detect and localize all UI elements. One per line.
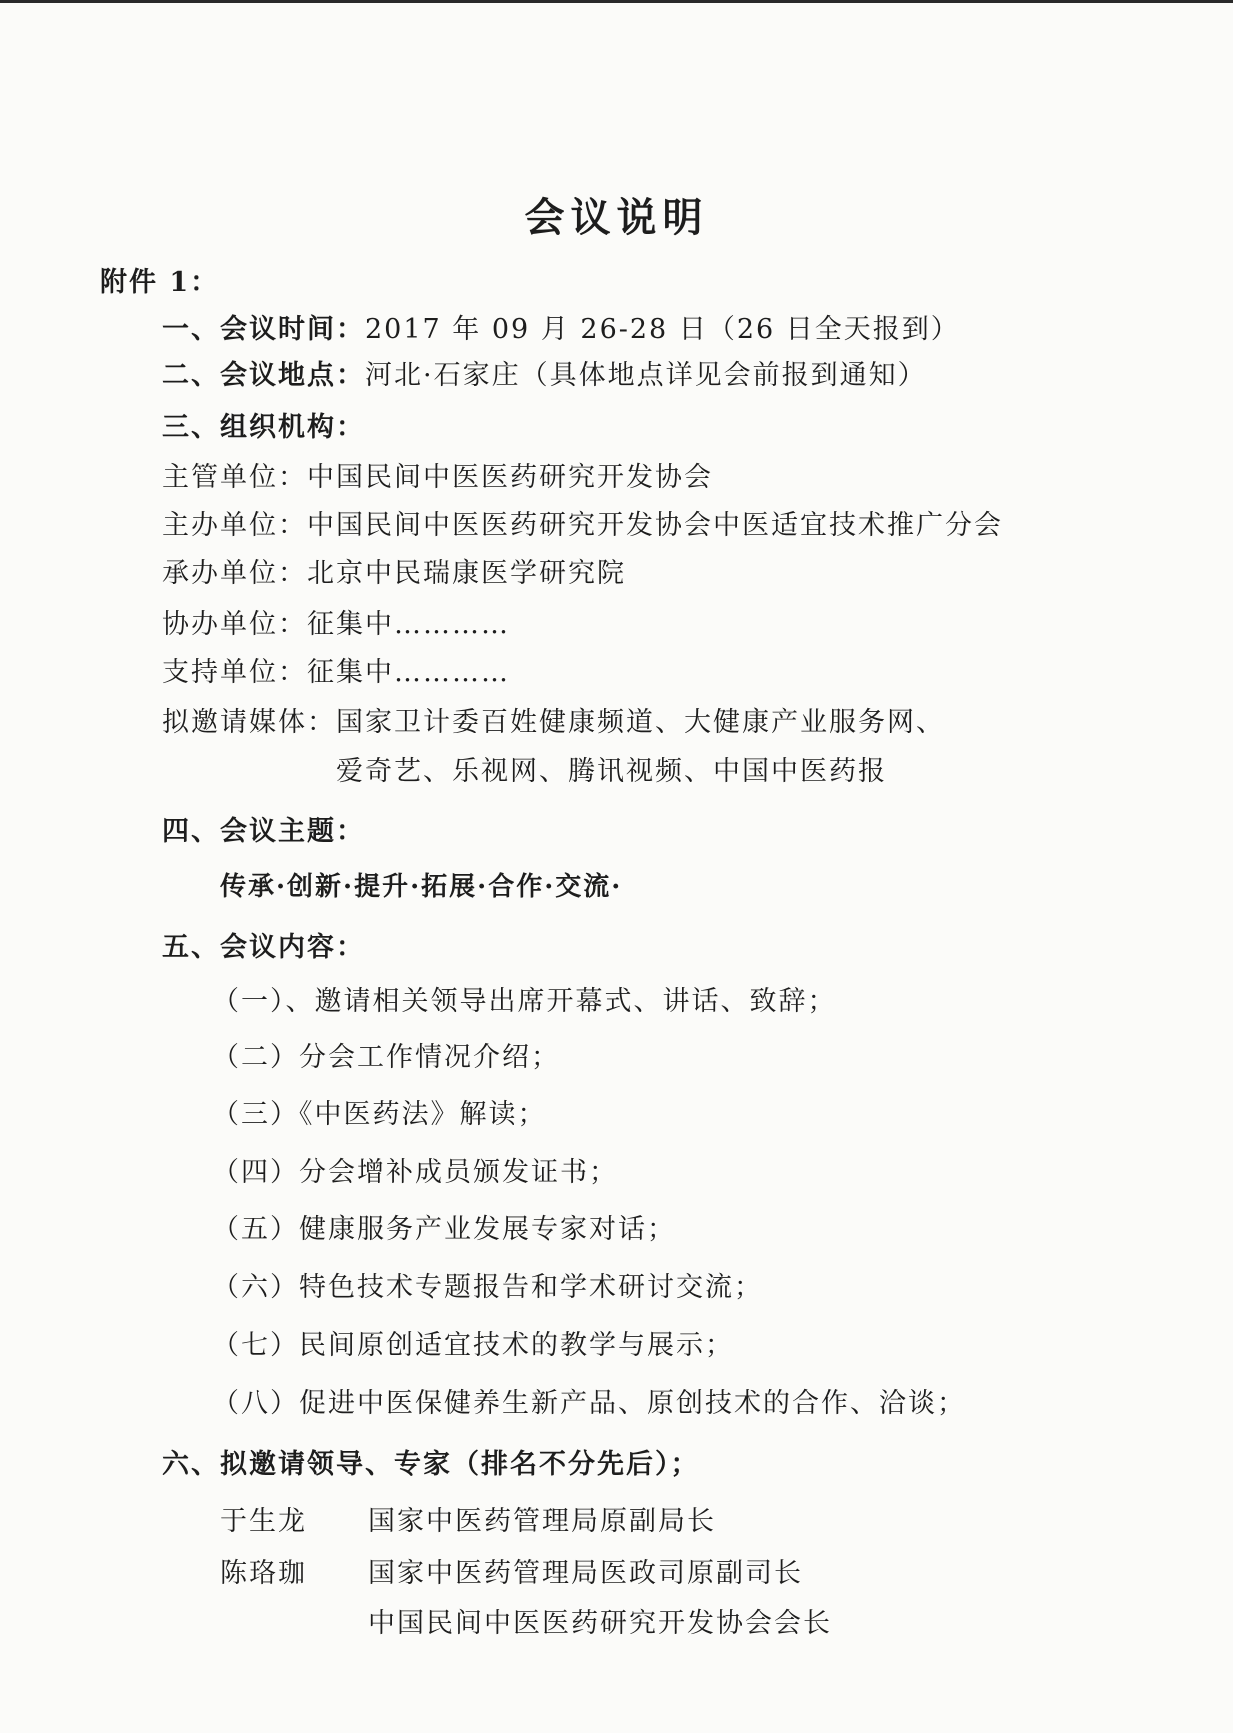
expert-name: 陈珞珈 <box>220 1558 307 1589</box>
media-label: 拟邀请媒体： <box>162 707 336 738</box>
org-item: 支持单位：征集中………… <box>162 657 510 688</box>
time-value: 2017 年 09 月 26-28 日（26 日全天报到） <box>365 314 960 345</box>
org-heading: 三、组织机构： <box>162 412 365 443</box>
org-item: 协办单位：征集中………… <box>162 609 510 640</box>
org-item: 主管单位：中国民间中医医药研究开发协会 <box>162 462 713 493</box>
content-heading: 五、会议内容： <box>162 932 365 963</box>
content-item: （七）民间原创适宜技术的教学与展示； <box>212 1330 734 1361</box>
content-item: （六）特色技术专题报告和学术研讨交流； <box>212 1272 763 1303</box>
content-item: （八）促进中医保健养生新产品、原创技术的合作、洽谈； <box>212 1388 966 1419</box>
expert-role: 中国民间中医医药研究开发协会会长 <box>368 1608 832 1639</box>
section-place <box>162 358 927 394</box>
experts-heading: 六、拟邀请领导、专家（排名不分先后）； <box>162 1449 700 1480</box>
theme-value: 传承·创新·提升·拓展·合作·交流· <box>220 872 623 902</box>
media-line-2: 爱奇艺、乐视网、腾讯视频、中国中医药报 <box>336 756 887 787</box>
org-item: 主办单位：中国民间中医医药研究开发协会中医适宜技术推广分会 <box>162 510 1003 541</box>
place-label: 二、会议地点： <box>162 360 365 391</box>
media-row <box>162 705 945 741</box>
place-value: 河北·石家庄（具体地点详见会前报到通知） <box>365 360 927 391</box>
content-item: （一）、邀请相关领导出席开幕式、讲话、致辞； <box>212 986 837 1017</box>
media-line-1: 国家卫计委百姓健康频道、大健康产业服务网、 <box>336 707 945 738</box>
content-item: （五）健康服务产业发展专家对话； <box>212 1214 676 1245</box>
expert-role: 国家中医药管理局原副局长 <box>368 1506 716 1537</box>
theme-heading: 四、会议主题： <box>162 816 365 847</box>
expert-role: 国家中医药管理局医政司原副司长 <box>368 1558 803 1589</box>
scan-top-edge <box>0 0 1233 3</box>
section-time <box>162 312 960 348</box>
time-label: 一、会议时间： <box>162 314 365 345</box>
org-item: 承办单位：北京中民瑞康医学研究院 <box>162 558 626 589</box>
content-item: （四）分会增补成员颁发证书； <box>212 1157 618 1188</box>
expert-name: 于生龙 <box>220 1506 307 1537</box>
content-item: （二）分会工作情况介绍； <box>212 1042 560 1073</box>
document-title: 会议说明 <box>524 194 709 241</box>
attachment-label: 附件 1： <box>100 267 220 298</box>
content-item: （三）《中医药法》解读； <box>212 1099 547 1130</box>
